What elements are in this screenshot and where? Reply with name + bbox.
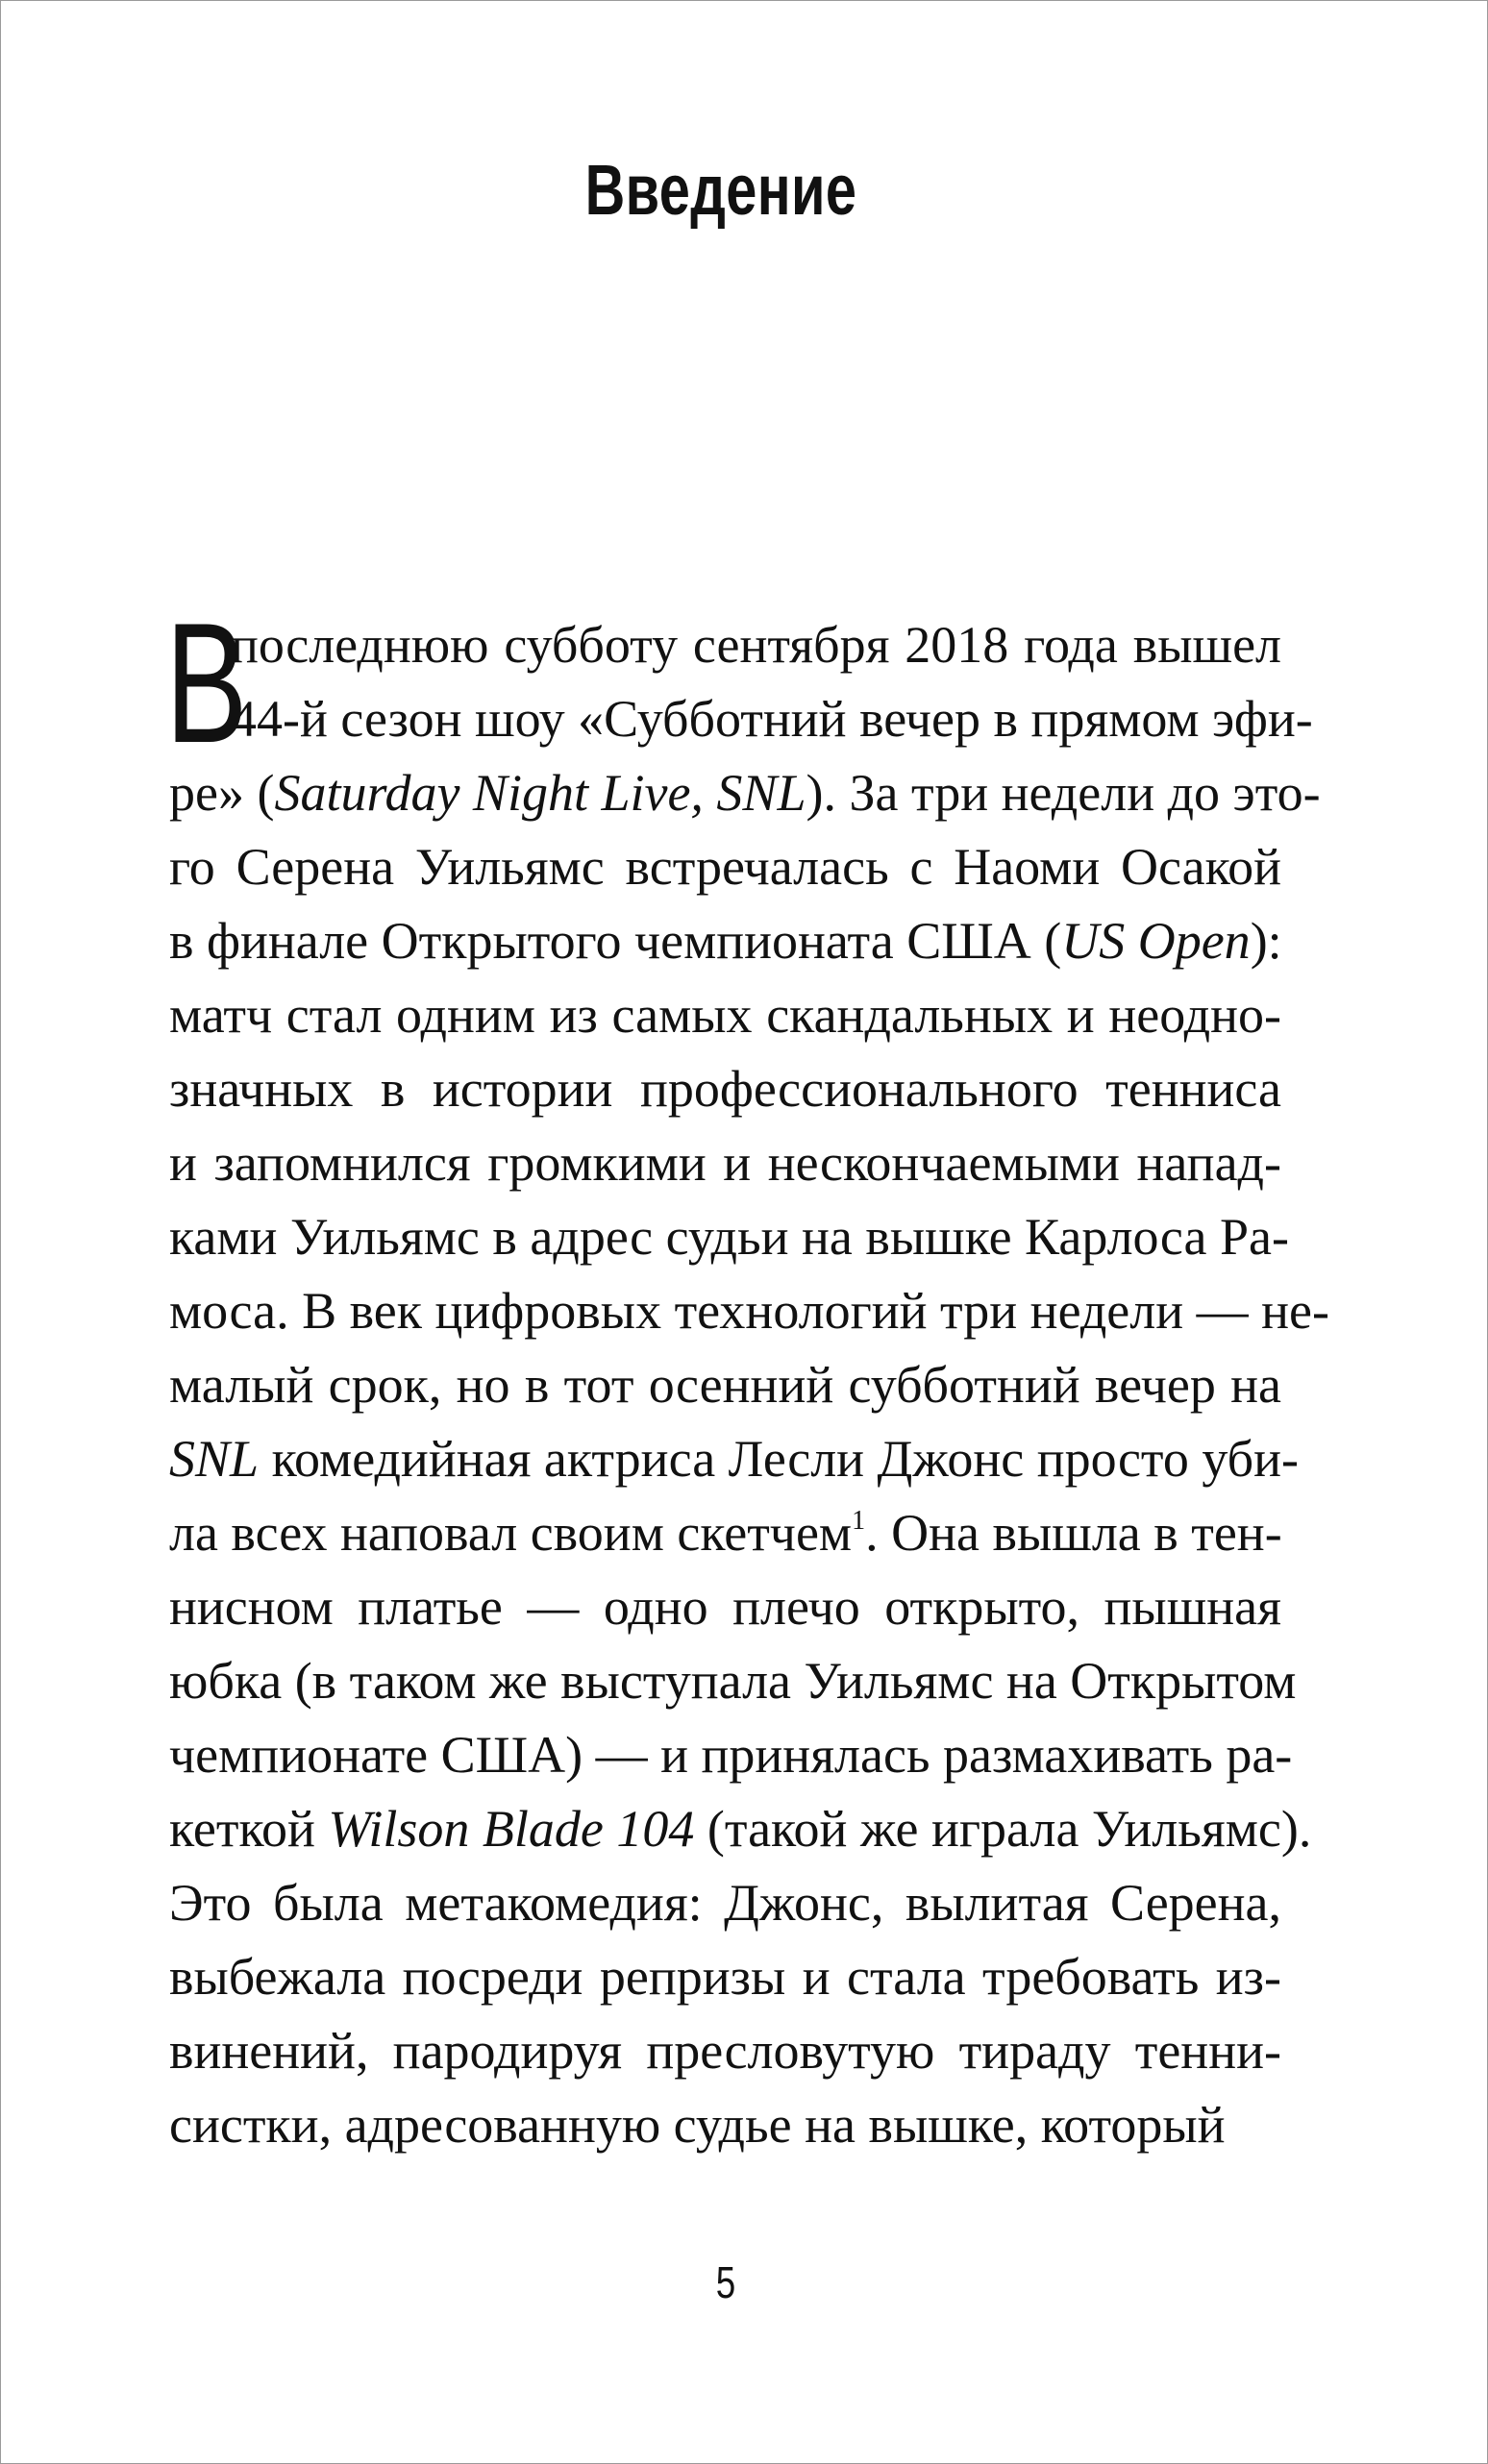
text-line <box>169 830 1281 904</box>
text-run: го Серена Уильямс встречалась с Наоми Осакой <box>169 838 1281 896</box>
text-run: нисном платье — одно плечо открыто, пышная <box>169 1578 1281 1636</box>
text-line <box>169 1718 1293 1792</box>
italic-run: Saturday Night Live, SNL <box>274 764 806 822</box>
text-run: в финале Открытого чемпионата США ( <box>169 912 1062 970</box>
italic-run: US Open <box>1061 912 1251 970</box>
text-run: матч стал одним из самых скандальных и неодно- <box>169 986 1281 1044</box>
text-run: ): <box>1250 912 1282 970</box>
drop-cap: В <box>165 587 248 778</box>
text-line <box>169 2088 1281 2162</box>
text-run: и запомнился громкими и нескончаемыми напад- <box>169 1134 1281 1192</box>
text-line <box>169 978 1281 1052</box>
text-line <box>169 904 1281 978</box>
text-line <box>169 1496 1281 1570</box>
text-run: чемпионате США) — и принялась размахивать ра- <box>169 1726 1293 1784</box>
text-run: кеткой <box>169 1800 329 1858</box>
text-run: ла всех наповал своим скетчем <box>169 1504 853 1562</box>
text-line <box>169 608 1281 682</box>
text-run: систки, адресованную судье на вышке, который <box>169 2096 1226 2154</box>
text-line <box>169 1274 1329 1348</box>
text-line <box>169 1200 1289 1274</box>
text-line <box>169 2014 1281 2088</box>
text-run: . Она вышла в тен- <box>865 1504 1282 1562</box>
text-run: ). За три недели до это- <box>806 764 1321 822</box>
text-run: малый срок, но в тот осенний субботний вечер на <box>169 1356 1281 1414</box>
text-line <box>169 682 1313 756</box>
text-run: ре» ( <box>169 764 275 822</box>
text-line <box>169 1348 1281 1422</box>
footnote-marker[interactable]: 1 <box>852 1506 866 1536</box>
chapter-title: Введение <box>584 150 857 230</box>
text-line <box>169 1052 1281 1126</box>
text-line <box>169 1126 1281 1200</box>
page-number: 5 <box>715 2257 736 2307</box>
body-text <box>165 587 1329 2162</box>
text-run: Это была метакомедия: Джонс, вылитая Серена, <box>169 1874 1281 1932</box>
text-run: последнюю субботу сентября 2018 года вышел <box>231 616 1281 674</box>
italic-run: Wilson Blade 104 <box>328 1800 695 1858</box>
text-line <box>169 756 1321 830</box>
text-line <box>169 1940 1281 2014</box>
text-run: моса. В век цифровых технологий три недели — не- <box>169 1282 1329 1340</box>
italic-run: SNL <box>169 1430 260 1488</box>
text-run: 44-й сезон шоу «Субботний вечер в прямом эфи- <box>231 690 1313 748</box>
text-run: выбежала посреди репризы и стала требовать из- <box>169 1948 1281 2006</box>
text-run: комедийная актриса Лесли Джонс просто уби- <box>259 1430 1299 1488</box>
text-line <box>169 1422 1299 1496</box>
text-line <box>169 1644 1297 1718</box>
text-run: значных в истории профессионального тенниса <box>169 1060 1281 1118</box>
text-line <box>169 1866 1281 1940</box>
text-line <box>169 1792 1312 1866</box>
text-line <box>169 1570 1281 1644</box>
text-run: ками Уильямс в адрес судьи на вышке Карлоса Ра- <box>169 1208 1289 1266</box>
text-run: (такой же играла Уильямс). <box>694 1800 1312 1858</box>
text-run: юбка (в таком же выступала Уильямс на Открытом <box>169 1652 1297 1710</box>
text-run: винений, пародируя пресловутую тираду тенни- <box>169 2022 1281 2080</box>
